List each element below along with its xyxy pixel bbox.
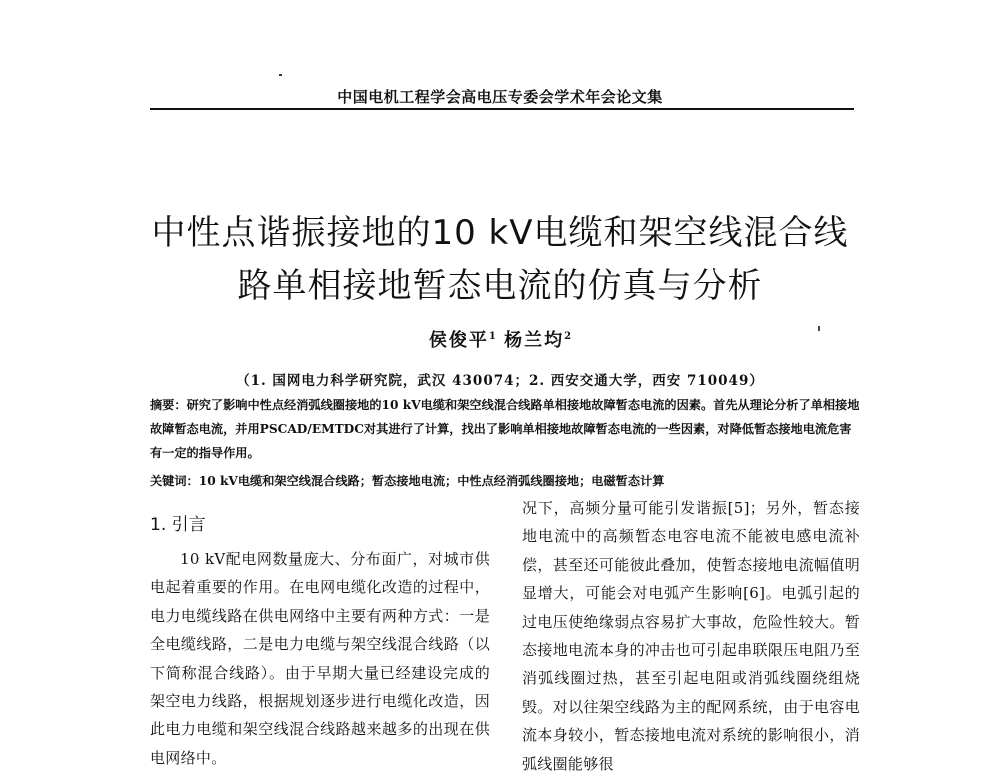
keywords-text: 10 kV电缆和架空线混合线路；暂态接地电流；中性点经消弧线圈接地；电磁暂态计算	[198, 474, 665, 488]
keywords-label: 关键词：	[150, 474, 199, 488]
author-affiliation-mark: 1	[488, 331, 496, 342]
affiliation: （1. 国网电力科学研究院，武汉 430074；2. 西安交通大学，西安 710049）	[236, 373, 764, 389]
header-rule	[150, 108, 854, 110]
author-name: 杨兰均	[504, 330, 565, 351]
scan-speck	[279, 74, 282, 76]
abstract-label: 摘要：	[150, 398, 187, 412]
section-heading: 1. 引言	[150, 515, 206, 535]
body-paragraph: 况下，高频分量可能引发谐振[5]；另外，暂态接地电流中的高频暂态电容电流不能被电感电流补偿，甚至还可能彼此叠加，使暂态接地电流幅值明显增大，可能会对电弧产生影响[6]。电弧引起的过电压使绝缘弱点容易扩大事故，危险性较大。暂态接地电流本身的冲击也可引起串联限压电阻乃至消弧线圈过热，甚至引起电阻或消弧线圈绕组烧毁。对以往架空线路为主的配网系统，由于电容电流本身较小，暂态接地电流对系统的影响很小，消弧线圈能够很	[522, 499, 860, 773]
paper-title-line-2: 路单相接地暂态电流的仿真与分析	[237, 266, 763, 306]
abstract-text: 研究了影响中性点经消弧线圈接地的10 kV电缆和架空线混合线路单相接地故障暂态电流的因素。首先从理论分析了单相接地故障暂态电流，并用PSCAD/EMTDC对其进行了计算，找出了影响单相接地故障暂态电流的一些因素，对降低暂态接地电流危害有一定的指导作用。	[150, 398, 860, 460]
paper-title-line-1: 中性点谐振接地的10 kV电缆和架空线混合线	[151, 213, 849, 253]
body-paragraph: 10 kV配电网数量庞大、分布面广，对城市供电起着重要的作用。在电网电缆化改造的过程中，电力电缆线路在供电网络中主要有两种方式：一是全电缆线路，二是电力电缆与架空线混合线路（以下简称混合线路）。由于早期大量已经建设完成的架空电力线路，根据规划逐步进行电缆化改造，因此电力电缆和架空线混合线路越来越多的出现在供电网络中。	[150, 550, 490, 767]
journal-header: 中国电机工程学会高电压专委会学术年会论文集	[337, 88, 663, 106]
author-name: 侯俊平	[428, 330, 489, 351]
author-list	[0, 326, 1000, 352]
abstract	[150, 393, 862, 465]
keywords	[150, 470, 862, 492]
body-column-left	[150, 545, 490, 772]
author-affiliation-mark: 2	[564, 331, 572, 342]
body-column-right	[522, 494, 860, 778]
